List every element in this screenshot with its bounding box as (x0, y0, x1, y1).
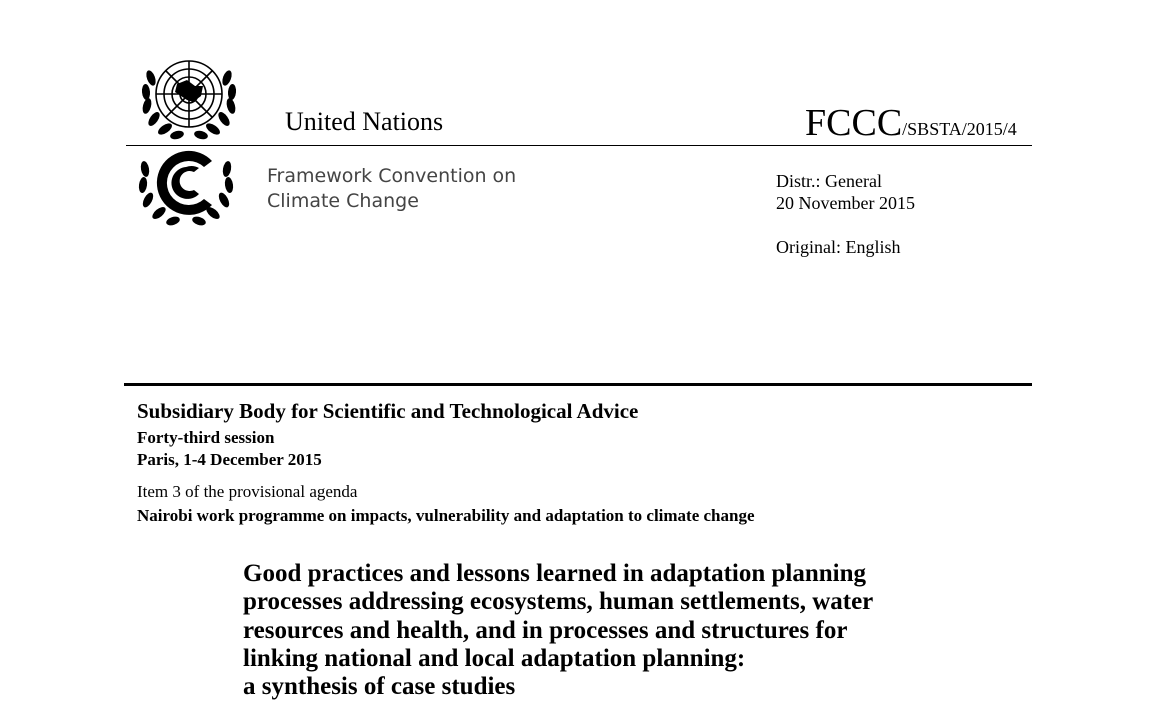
distribution-block (776, 170, 915, 214)
agenda-title: Nairobi work programme on impacts, vulnerability and adaptation to climate change (137, 506, 755, 525)
title-line: linking national and local adaptation planning: (243, 644, 746, 672)
section-rule (124, 383, 1032, 386)
document-date: 20 November 2015 (776, 193, 915, 213)
symbol-main: FCCC (805, 102, 903, 144)
org-name: United Nations (285, 107, 444, 136)
framework-line-2: Climate Change (267, 190, 419, 212)
session-block (137, 427, 322, 471)
un-emblem-icon (137, 56, 241, 142)
symbol-suffix: /SBSTA/2015/4 (902, 119, 1017, 139)
framework-convention-name (267, 164, 516, 214)
title-line: Good practices and lessons learned in adaptation planning (243, 560, 867, 587)
title-line: a synthesis of case studies (243, 673, 516, 701)
title-line: resources and health, and in processes and structures for (243, 616, 848, 644)
session-name: Forty-third session (137, 428, 275, 447)
header-rule (126, 145, 1032, 146)
framework-line-1: Framework Convention on (267, 165, 517, 187)
title-line: processes addressing ecosystems, human settlements, water (243, 588, 874, 616)
original-language: Original: English (776, 237, 901, 257)
unfccc-emblem-icon (135, 147, 237, 229)
document-symbol (805, 101, 1017, 145)
distribution: Distr.: General (776, 171, 882, 191)
session-place-date: Paris, 1-4 December 2015 (137, 450, 322, 469)
agenda-item: Item 3 of the provisional agenda (137, 482, 358, 501)
subsidiary-body: Subsidiary Body for Scientific and Technological Advice (137, 399, 639, 423)
document-title (243, 560, 963, 701)
